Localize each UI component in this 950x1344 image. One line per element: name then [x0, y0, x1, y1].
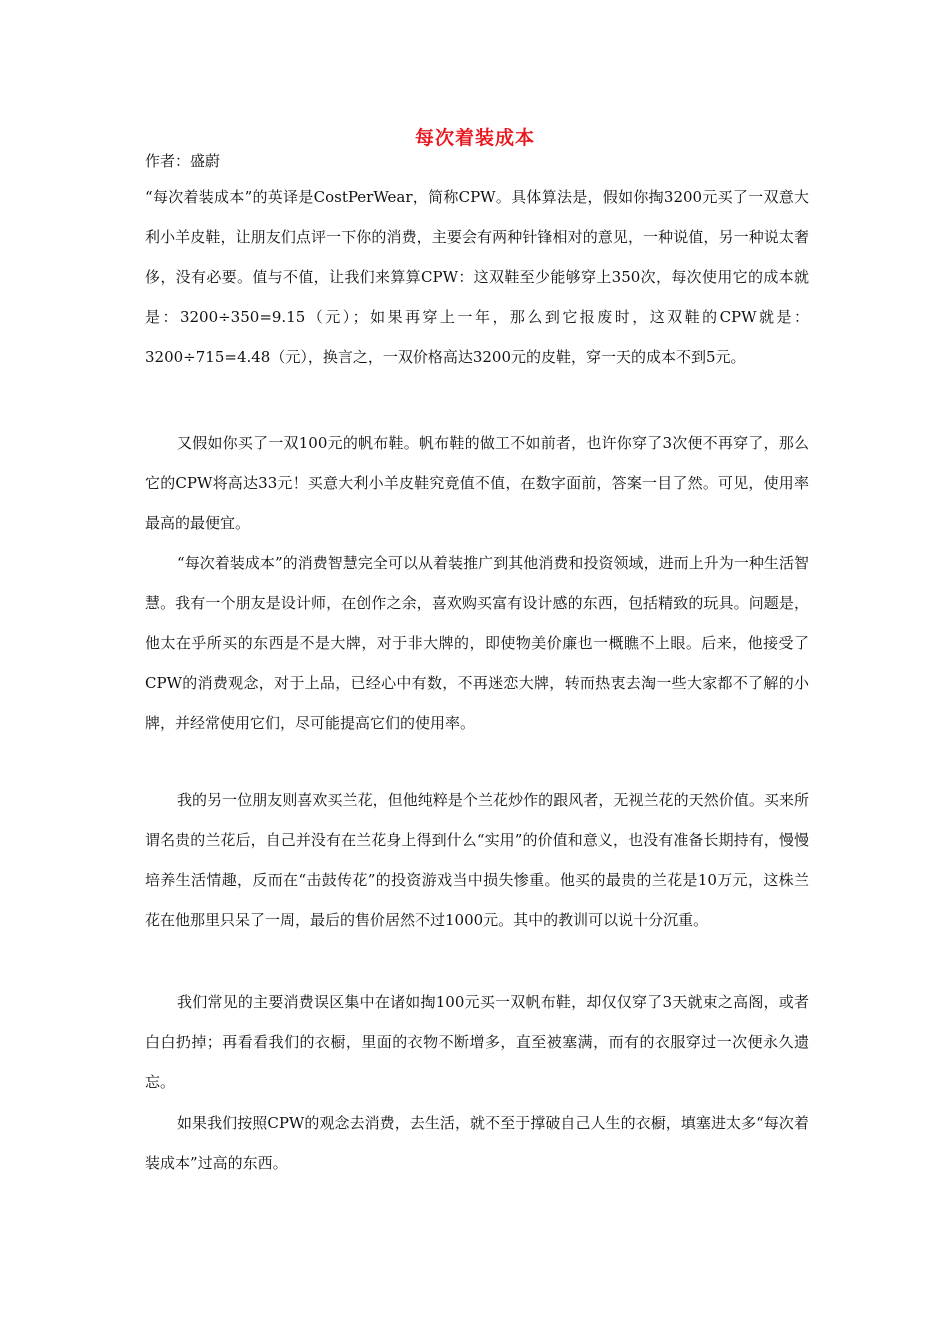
paragraph: “每次着装成本”的消费智慧完全可以从着装推广到其他消费和投资领域，进而上升为一种生活智慧。我有一个朋友是设计师，在创作之余，喜欢购买富有设计感的东西，包括精致的玩具。问题是，他太在乎所买的东西是不是大牌，对于非大牌的，即使物美价廉也一概瞧不上眼。后来，他接受了CPW的消费观念，对于上品，已经心中有数，不再迷恋大牌，转而热衷去淘一些大家都不了解的小牌，并经常使用它们，尽可能提高它们的使用率。 — [145, 554, 809, 732]
paragraph: 我的另一位朋友则喜欢买兰花，但他纯粹是个兰花炒作的跟风者，无视兰花的天然价值。买来所谓名贵的兰花后，自己并没有在兰花身上得到什么“实用”的价值和意义，也没有准备长期持有，慢慢培养生活情趣，反而在“击鼓传花”的投资游戏当中损失惨重。他买的最贵的兰花是10万元，这株兰花在他那里只呆了一周，最后的售价居然不过1000元。其中的教训可以说十分沉重。 — [145, 791, 809, 929]
paragraph: 又假如你买了一双100元的帆布鞋。帆布鞋的做工不如前者，也许你穿了3次便不再穿了，那么它的CPW将高达33元！买意大利小羊皮鞋究竟值不值，在数字面前，答案一目了然。可见，使用率最高的最便宜。 — [145, 434, 809, 532]
document-title: 每次着装成本 — [414, 127, 535, 149]
paragraph: 如果我们按照CPW的观念去消费，去生活，就不至于撑破自己人生的衣橱，填塞进太多“每次着装成本”过高的东西。 — [145, 1114, 809, 1172]
paragraph: 我们常见的主要消费误区集中在诸如掏100元买一双帆布鞋，却仅仅穿了3天就束之高阁，或者白白扔掉；再看看我们的衣橱，里面的衣物不断增多，直至被塞满，而有的衣服穿过一次便永久遗忘。 — [145, 993, 809, 1091]
author-line: 作者：盛蔚 — [145, 152, 221, 170]
paragraph: “每次着装成本”的英译是CostPerWear，简称CPW。具体算法是，假如你掏3200元买了一双意大利小羊皮鞋，让朋友们点评一下你的消费，主要会有两种针锋相对的意见，一种说值，另一种说太奢侈，没有必要。值与不值，让我们来算算CPW：这双鞋至少能够穿上350次，每次使用它的成本就是：3200÷350=9.15（元）；如果再穿上一年，那么到它报废时，这双鞋的CPW就是：3200÷715=4.48（元），换言之，一双价格高达3200元的皮鞋，穿一天的成本不到5元。 — [145, 188, 809, 366]
